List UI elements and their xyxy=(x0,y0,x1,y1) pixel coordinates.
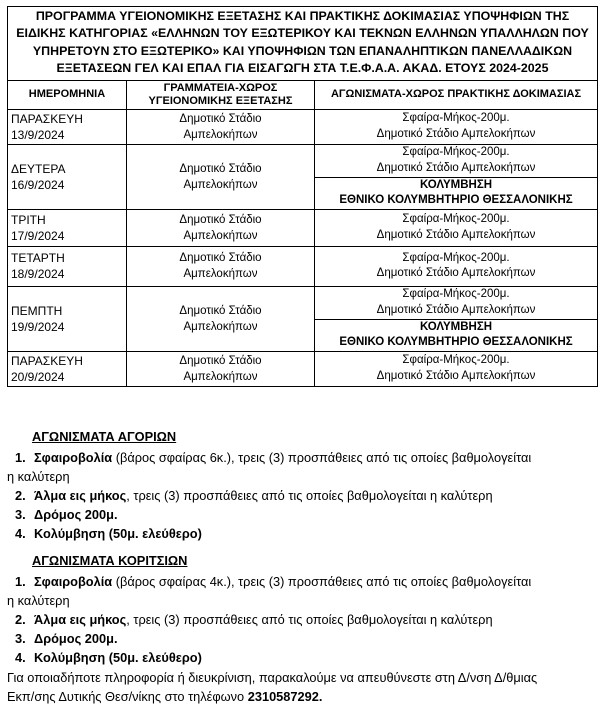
swimming-venue: ΕΘΝΙΚΟ ΚΟΛΥΜΒΗΤΗΡΙΟ ΘΕΣΣΑΛΟΝΙΚΗΣ xyxy=(339,194,573,207)
date-cell xyxy=(8,144,127,209)
header-place xyxy=(127,80,315,109)
schedule-document xyxy=(7,6,597,387)
list-item xyxy=(7,505,597,524)
place-cell xyxy=(127,286,315,351)
list-item xyxy=(7,524,597,543)
item-continuation: η καλύτερη xyxy=(7,469,70,484)
day-name: ΤΕΤΑΡΤΗ xyxy=(11,251,65,266)
place-cell xyxy=(127,209,315,246)
header-place-line: ΓΡΑΜΜΑΤΕΙΑ-ΧΩΡΟΣ xyxy=(163,81,278,94)
item-number: 3. xyxy=(15,631,26,646)
event-line: Σφαίρα-Μήκος-200μ. xyxy=(402,146,510,159)
date-value: 17/9/2024 xyxy=(11,228,65,243)
header-events: ΑΓΩΝΙΣΜΑΤΑ-ΧΩΡΟΣ ΠΡΑΚΤΙΚΗΣ ΔΟΚΙΜΑΣΙΑΣ xyxy=(315,80,598,109)
swimming-venue: ΕΘΝΙΚΟ ΚΟΛΥΜΒΗΤΗΡΙΟ ΘΕΣΣΑΛΟΝΙΚΗΣ xyxy=(339,336,573,349)
swimming-cell xyxy=(315,177,598,209)
event-venue: Δημοτικό Στάδιο Αμπελοκήπων xyxy=(376,127,536,140)
contact-line: Για οποιαδήποτε πληροφορία ή διευκρίνιση, παρακαλούμε να απευθύνεστε στη Δ/νση Δ/θμιας xyxy=(7,670,538,685)
contact-line xyxy=(7,687,597,706)
event-venue: Δημοτικό Στάδιο Αμπελοκήπων xyxy=(376,303,536,316)
event-line: Σφαίρα-Μήκος-200μ. xyxy=(402,354,510,367)
title-line: ΠΡΟΓΡΑΜΜΑ ΥΓΕΙΟΝΟΜΙΚΗΣ ΕΞΕΤΑΣΗΣ ΚΑΙ ΠΡΑΚΤΙΚΗΣ ΔΟΚΙΜΑΣΙΑΣ ΥΠΟΨΗΦΙΩΝ ΤΗΣ xyxy=(35,9,570,23)
item-number: 3. xyxy=(15,507,26,522)
title-line: ΕΙΔΙΚΗΣ ΚΑΤΗΓΟΡΙΑΣ «ΕΛΛΗΝΩΝ ΤΟΥ ΕΞΩΤΕΡΙΚΟΥ ΚΑΙ ΤΕΚΝΩΝ ΕΛΛΗΝΩΝ ΥΠΑΛΛΗΛΩΝ ΠΟΥ xyxy=(16,26,589,41)
date-cell xyxy=(8,351,127,386)
swimming-label: ΚΟΛΥΜΒΗΣΗ xyxy=(419,320,493,333)
item-text: (βάρος σφαίρας 4κ.), τρεις (3) προσπάθειες από τις οποίες βαθμολογείται xyxy=(112,574,532,589)
event-cell xyxy=(315,286,598,319)
item-name: Σφαιροβολία xyxy=(34,574,113,589)
list-item xyxy=(7,610,597,629)
event-cell xyxy=(315,109,598,144)
event-venue: Δημοτικό Στάδιο Αμπελοκήπων xyxy=(376,228,536,241)
boys-events-section xyxy=(7,427,597,543)
place-line: Δημοτικό Στάδιο xyxy=(179,112,262,125)
place-line: Δημοτικό Στάδιο xyxy=(179,354,262,367)
day-name: ΠΑΡΑΣΚΕΥΗ xyxy=(11,111,83,126)
document-title xyxy=(8,7,598,81)
title-line: ΥΠΗΡΕΤΟΥΝ ΣΤΟ ΕΞΩΤΕΡΙΚΟ» ΚΑΙ ΥΠΟΨΗΦΙΩΝ ΤΩΝ ΕΠΑΝΑΛΗΠΤΙΚΩΝ ΠΑΝΕΛΛΑΔΙΚΩΝ xyxy=(32,43,573,58)
date-value: 20/9/2024 xyxy=(11,369,65,384)
phone-number: 2310587292. xyxy=(247,689,323,704)
girls-section-title: ΑΓΩΝΙΣΜΑΤΑ ΚΟΡΙΤΣΙΩΝ xyxy=(32,553,188,568)
item-number: 4. xyxy=(15,526,26,541)
date-value: 18/9/2024 xyxy=(11,267,65,282)
item-name: Άλμα εις μήκος xyxy=(34,612,127,627)
item-number: 2. xyxy=(15,612,26,627)
title-line: ΕΞΕΤΑΣΕΩΝ ΓΕΛ ΚΑΙ ΕΠΑΛ ΓΙΑ ΕΙΣΑΓΩΓΗ ΣΤΑ Τ.Ε.Φ.Α.Α. ΑΚΑΔ. ΕΤΟΥΣ 2024-2025 xyxy=(56,61,549,76)
event-line: Σφαίρα-Μήκος-200μ. xyxy=(402,213,510,226)
item-name: Κολύμβηση (50μ. ελεύθερο) xyxy=(34,526,202,541)
place-line: Δημοτικό Στάδιο xyxy=(179,252,262,265)
header-date: ΗΜΕΡΟΜΗΝΙΑ xyxy=(8,80,127,109)
place-cell xyxy=(127,246,315,286)
place-cell xyxy=(127,144,315,209)
list-item xyxy=(7,572,597,591)
event-venue: Δημοτικό Στάδιο Αμπελοκήπων xyxy=(376,267,536,280)
place-cell xyxy=(127,351,315,386)
event-venue: Δημοτικό Στάδιο Αμπελοκήπων xyxy=(376,161,536,174)
contact-info xyxy=(7,668,597,706)
schedule-table xyxy=(7,6,598,387)
day-name: ΠΕΜΠΤΗ xyxy=(11,303,63,318)
event-cell xyxy=(315,209,598,246)
list-item xyxy=(7,629,597,648)
item-name: Άλμα εις μήκος xyxy=(34,488,127,503)
list-item xyxy=(7,448,597,467)
item-number: 2. xyxy=(15,488,26,503)
place-line: Αμπελοκήπων xyxy=(183,268,258,281)
date-cell xyxy=(8,246,127,286)
event-cell xyxy=(315,351,598,386)
date-cell xyxy=(8,286,127,351)
place-cell xyxy=(127,109,315,144)
boys-section-title: ΑΓΩΝΙΣΜΑΤΑ ΑΓΟΡΙΩΝ xyxy=(32,429,177,444)
place-line: Αμπελοκήπων xyxy=(183,370,258,383)
date-value: 16/9/2024 xyxy=(11,177,65,192)
item-text: , τρεις (3) προσπάθειες από τις οποίες βαθμολογείται η καλύτερη xyxy=(126,612,493,627)
date-value: 13/9/2024 xyxy=(11,127,65,142)
list-item xyxy=(7,486,597,505)
girls-events-section xyxy=(7,551,597,667)
place-line: Αμπελοκήπων xyxy=(183,320,258,333)
event-line: Σφαίρα-Μήκος-200μ. xyxy=(402,251,510,264)
item-text: , τρεις (3) προσπάθειες από τις οποίες βαθμολογείται η καλύτερη xyxy=(126,488,493,503)
swimming-cell xyxy=(315,319,598,351)
place-line: Δημοτικό Στάδιο xyxy=(179,213,262,226)
item-continuation: η καλύτερη xyxy=(7,593,70,608)
header-place-line: ΥΓΕΙΟΝΟΜΙΚΗΣ ΕΞΕΤΑΣΗΣ xyxy=(148,94,293,107)
day-name: ΤΡΙΤΗ xyxy=(11,212,46,227)
date-cell xyxy=(8,109,127,144)
item-name: Σφαιροβολία xyxy=(34,450,113,465)
item-name: Δρόμος 200μ. xyxy=(34,507,118,522)
place-line: Αμπελοκήπων xyxy=(183,178,258,191)
day-name: ΔΕΥΤΕΡΑ xyxy=(11,161,66,176)
list-item xyxy=(7,648,597,667)
event-line: Σφαίρα-Μήκος-200μ. xyxy=(402,112,510,125)
place-line: Δημοτικό Στάδιο xyxy=(179,304,262,317)
event-line: Σφαίρα-Μήκος-200μ. xyxy=(402,288,510,301)
place-line: Αμπελοκήπων xyxy=(183,229,258,242)
day-name: ΠΑΡΑΣΚΕΥΗ xyxy=(11,353,83,368)
event-cell xyxy=(315,246,598,286)
place-line: Δημοτικό Στάδιο xyxy=(179,162,262,175)
event-cell xyxy=(315,144,598,177)
contact-text: Εκπ/σης Δυτικής Θεσ/νίκης στο τηλέφωνο xyxy=(7,689,248,704)
event-venue: Δημοτικό Στάδιο Αμπελοκήπων xyxy=(376,369,536,382)
item-number: 1. xyxy=(15,450,26,465)
item-name: Κολύμβηση (50μ. ελεύθερο) xyxy=(34,650,202,665)
item-name: Δρόμος 200μ. xyxy=(34,631,118,646)
swimming-label: ΚΟΛΥΜΒΗΣΗ xyxy=(419,178,493,191)
item-number: 4. xyxy=(15,650,26,665)
item-text: (βάρος σφαίρας 6κ.), τρεις (3) προσπάθειες από τις οποίες βαθμολογείται xyxy=(112,450,532,465)
item-number: 1. xyxy=(15,574,26,589)
place-line: Αμπελοκήπων xyxy=(183,128,258,141)
date-value: 19/9/2024 xyxy=(11,319,65,334)
date-cell xyxy=(8,209,127,246)
